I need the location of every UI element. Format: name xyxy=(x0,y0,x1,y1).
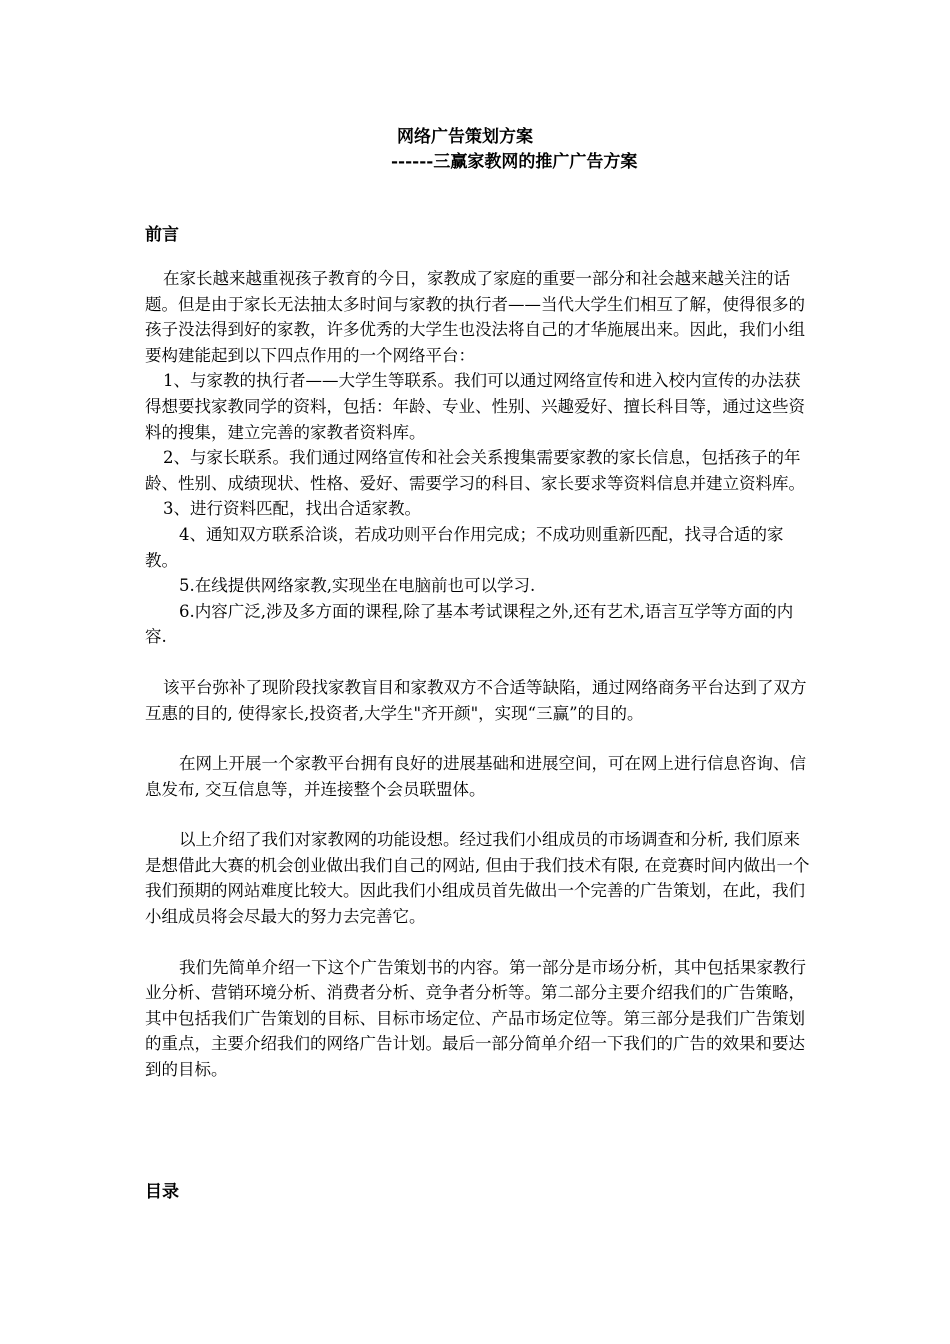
list-item-1: 1、与家教的执行者——大学生等联系。我们可以通过网络宣传和进入校内宣传的办法获得想要找家教同学的资料，包括：年龄、专业、性别、兴趣爱好、擅长科目等，通过这些资料的搜集，建立完善的家教者资料库。 xyxy=(145,371,805,442)
preface-heading: 前言 xyxy=(145,225,179,245)
document-title: 网络广告策划方案 xyxy=(397,127,533,147)
preface-body xyxy=(145,266,810,1083)
paragraph-intro: 在家长越来越重视孩子教育的今日，家教成了家庭的重要一部分和社会越来越关注的话题。但是由于家长无法抽太多时间与家教的执行者——当代大学生们相互了解，使得很多的孩子没法得到好的家教，许多优秀的大学生也没法将自己的才华施展出来。因此，我们小组要构建能起到以下四点作用的一个网络平台： xyxy=(145,269,805,365)
list-item-6: 6.内容广泛,涉及多方面的课程,除了基本考试课程之外,还有艺术,语言互学等方面的内容. xyxy=(145,601,794,647)
list-item-4: 4、通知双方联系洽谈，若成功则平台作用完成；不成功则重新匹配，找寻合适的家教。 xyxy=(145,524,784,570)
toc-heading: 目录 xyxy=(145,1182,179,1202)
paragraph-contents: 我们先简单介绍一下这个广告策划书的内容。第一部分是市场分析，其中包括果家教行业分析、营销环境分析、消费者分析、竞争者分析等。第二部分主要介绍我们的广告策略，其中包括我们广告策划的目标、目标市场定位、产品市场定位等。第三部分是我们广告策划的重点，主要介绍我们的网络广告计划。最后一部分简单介绍一下我们的广告的效果和要达到的目标。 xyxy=(145,957,806,1080)
paragraph-online: 在网上开展一个家教平台拥有良好的进展基础和进展空间，可在网上进行信息咨询、信息发布, 交互信息等，并连接整个会员联盟体。 xyxy=(145,754,806,799)
document-subtitle: ------三赢家教网的推广广告方案 xyxy=(391,152,638,172)
paragraph-summary: 以上介绍了我们对家教网的功能设想。经过我们小组成员的市场调查和分析, 我们原来是想借此大赛的机会创业做出我们自己的网站, 但由于我们技术有限, 在竞赛时间内做出一个我们预期的网站难度比较大。因此我们小组成员首先做出一个完善的广告策划，在此，我们小组成员将会尽最大的努力去完善它。 xyxy=(145,830,810,927)
list-item-5: 5.在线提供网络家教,实现坐在电脑前也可以学习. xyxy=(179,576,536,596)
list-item-3: 3、进行资料匹配，找出合适家教。 xyxy=(163,499,421,519)
list-item-2: 2、与家长联系。我们通过网络宣传和社会关系搜集需要家教的家长信息，包括孩子的年龄、性别、成绩现状、性格、爱好、需要学习的科目、家长要求等资料信息并建立资料库。 xyxy=(145,448,805,493)
paragraph-platform: 该平台弥补了现阶段找家教盲目和家教双方不合适等缺陷，通过网络商务平台达到了双方互惠的目的, 使得家长,投资者,大学生"齐开颜"，实现“三赢”的目的。 xyxy=(145,677,807,723)
